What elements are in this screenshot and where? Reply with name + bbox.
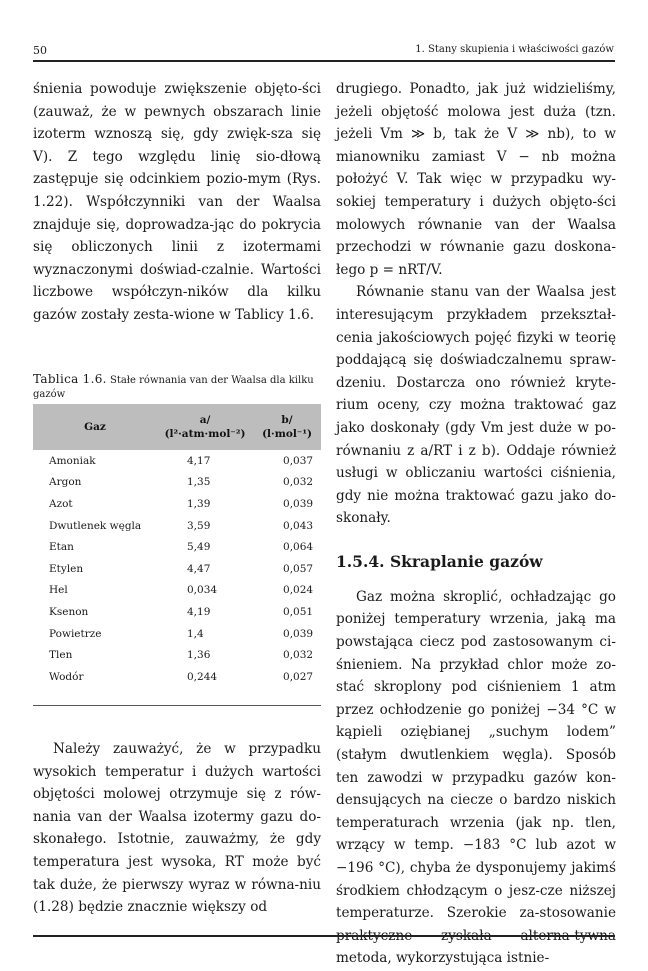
cell-gas: Ksenon xyxy=(49,605,89,618)
cell-a: 0,244 xyxy=(187,670,218,683)
table-row xyxy=(33,580,321,602)
header-a xyxy=(157,404,253,450)
cell-a: 5,49 xyxy=(187,541,211,554)
cell-b: 0,037 xyxy=(283,454,314,467)
cell-b: 0,032 xyxy=(283,476,314,489)
caption-text: Stałe równania van der Waalsa dla kilku gazów xyxy=(33,375,314,400)
cell-b: 0,039 xyxy=(283,627,314,640)
table-row xyxy=(33,623,321,645)
page-number: 50 xyxy=(33,44,47,57)
header-b-unit: (l·mol⁻¹) xyxy=(262,428,312,440)
cell-a: 1,36 xyxy=(187,649,211,662)
left-column-lower xyxy=(33,738,321,919)
cell-a: 4,47 xyxy=(187,562,211,575)
table-row xyxy=(33,644,321,666)
cell-gas: Hel xyxy=(49,584,68,597)
table-row xyxy=(33,536,321,558)
cell-gas: Argon xyxy=(49,476,82,489)
cell-b: 0,024 xyxy=(283,584,314,597)
footer-rule xyxy=(33,935,615,937)
cell-b: 0,039 xyxy=(283,497,314,510)
header-b xyxy=(253,404,321,450)
cell-gas: Dwutlenek węgla xyxy=(49,519,142,532)
right-column xyxy=(336,78,616,970)
cell-b: 0,064 xyxy=(283,541,314,554)
cell-b: 0,051 xyxy=(283,605,314,618)
cell-a: 3,59 xyxy=(187,519,211,532)
left-paragraph-2: Należy zauważyć, że w przypadku wysokich temperatur i dużych wartości objętości molowej otrzymuje się z rów-nania van der Waalsa izotermy gazu do-skonałego. Istotnie, zauważmy, że gdy temperatura jest wysoka, RT może być tak duże, że pierwszy wyraz w równa-niu (1.28) będzie znacznie większy od xyxy=(33,741,321,916)
table-row xyxy=(33,450,321,472)
cell-a: 4,17 xyxy=(187,454,211,467)
table-row xyxy=(33,558,321,580)
left-column xyxy=(33,78,321,327)
header-a-top: a/ xyxy=(199,414,211,426)
header-a-unit: (l²·atm·mol⁻²) xyxy=(164,428,246,440)
cell-b: 0,032 xyxy=(283,649,314,662)
cell-gas: Etan xyxy=(49,541,74,554)
left-paragraph-1: śnienia powoduje zwiększenie objęto-ści (zauważ, że w pewnych obszarach linie izoterm wznoszą się, gdy zwięk-sza się V). Z tego względu linię sio-dłową zastępuje się odcinkiem pozio-mym (Rys. 1.22). Współczynniki van der Waalsa znajduje się, doprowadza-jąc do pokrycia się obliczonych linii z izotermami wyznaczonymi doświad-czalnie. Wartości liczbowe współczyn-ników dla kilku gazów zostały zesta-wione w Tablicy 1.6. xyxy=(33,81,321,323)
cell-gas: Etylen xyxy=(49,562,84,575)
section-heading: 1.5.4. Skraplanie gazów xyxy=(336,551,543,571)
table-header-row xyxy=(33,404,321,450)
cell-a: 4,19 xyxy=(187,605,211,618)
cell-a: 1,35 xyxy=(187,476,211,489)
table-row xyxy=(33,515,321,537)
cell-gas: Azot xyxy=(49,497,73,510)
cell-gas: Powietrze xyxy=(49,627,102,640)
cell-b: 0,057 xyxy=(283,562,314,575)
cell-b: 0,027 xyxy=(283,670,314,683)
right-paragraph-3: Gaz można skroplić, ochładzając go poniżej temperatury wrzenia, jaką ma powstająca ciecz pod zastosowanym ci-śnieniem. Na przykład chlor może zo-stać skroplony pod ciśnieniem 1 atm przez ochłodzenie go poniżej −34 °C w kąpieli oziębianej „suchym lodem” (stałym dwutlenkiem węgla). Sposób ten zawodzi w przypadku gazów kon-densujących na ciecze o bardzo niskich temperaturach wrzenia (jak np. tlen, wrzący w temp. −183 °C lub azot w −196 °C), chyba że dysponujemy jakimś środkiem chłodzącym o jesz-cze niższej temperaturze. Szerokie za-stosowanie praktyczne zyskała alterna-tywna metoda, wykorzystująca istnie- xyxy=(336,588,616,967)
table-row xyxy=(33,601,321,623)
vdw-constants-table xyxy=(33,404,321,688)
header-b-top: b/ xyxy=(281,414,293,426)
cell-a: 0,034 xyxy=(187,584,218,597)
table-row xyxy=(33,493,321,515)
header-gas: Gaz xyxy=(33,404,157,450)
running-title: 1. Stany skupienia i właściwości gazów xyxy=(415,44,614,55)
caption-label: Tablica 1.6. xyxy=(33,372,107,386)
cell-gas: Tlen xyxy=(49,649,73,662)
table-caption xyxy=(33,372,321,402)
right-paragraph-2: Równanie stanu van der Waalsa jest interesującym przykładem przekształ-cenia jakościowych pojęć fizyki w teorię poddającą się doświadczalnemu spraw-dzeniu. Dostarcza ono również kryte-rium oceny, czy można traktować gaz jako doskonały (gdy Vm jest duże w po-równaniu z a/RT i z b). Oddaje również usługi w obliczaniu wartości ciśnienia, gdy nie można traktować gazu jako do-skonały. xyxy=(336,284,616,527)
cell-b: 0,043 xyxy=(283,519,314,532)
table-row xyxy=(33,472,321,494)
table-bottom-rule xyxy=(33,705,321,706)
cell-gas: Wodór xyxy=(49,670,84,683)
right-paragraph-1: drugiego. Ponadto, jak już widzieliśmy, jeżeli objętość molowa jest duża (tzn. jeżeli Vm ≫ b, tak że V ≫ nb), to w mianowniku zamiast V − nb można położyć V. Tak więc w przypadku wy-sokiej temperatury i dużych objęto-ści molowych równanie van der Waalsa przechodzi w równanie gazu doskona-łego p = nRT/V. xyxy=(336,81,616,278)
cell-a: 1,4 xyxy=(187,627,204,640)
cell-gas: Amoniak xyxy=(49,454,96,467)
table-row xyxy=(33,666,321,688)
cell-a: 1,39 xyxy=(187,497,211,510)
header-rule xyxy=(33,60,615,62)
